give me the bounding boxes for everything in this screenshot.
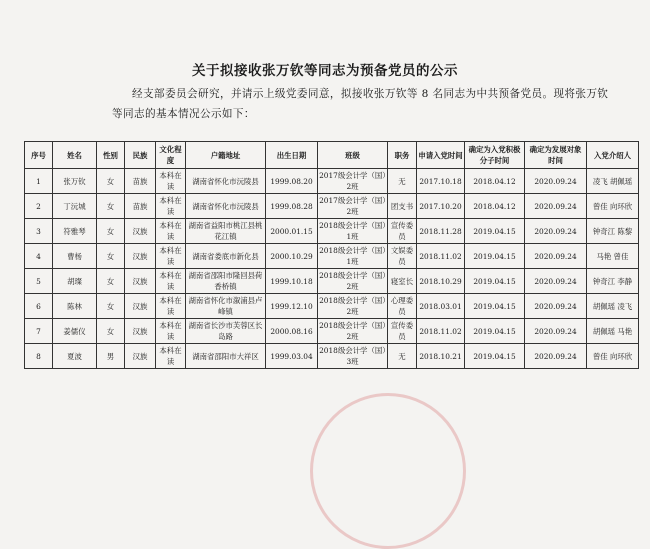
- table-cell: 湖南省娄底市新化县: [186, 244, 266, 269]
- table-cell: 汉族: [125, 344, 156, 369]
- table-cell: 2018.10.21: [417, 344, 465, 369]
- table-row: [25, 219, 639, 244]
- table-cell: 1999.10.18: [266, 269, 318, 294]
- column-header: 申请入党时间: [417, 142, 465, 169]
- table-cell: 汉族: [125, 319, 156, 344]
- table-cell: 凌飞 胡佩瑶: [587, 169, 639, 194]
- table-cell: 团支书: [388, 194, 417, 219]
- column-header: 班级: [318, 142, 388, 169]
- table-cell: 4: [25, 244, 53, 269]
- table-cell: 2018.11.28: [417, 219, 465, 244]
- official-seal: [310, 393, 466, 549]
- table-cell: 2017.10.18: [417, 169, 465, 194]
- table-cell: 2018.03.01: [417, 294, 465, 319]
- table-cell: 2017.10.20: [417, 194, 465, 219]
- table-cell: 心理委员: [388, 294, 417, 319]
- column-header: 性别: [97, 142, 125, 169]
- table-cell: 2: [25, 194, 53, 219]
- table-cell: 汉族: [125, 269, 156, 294]
- table-cell: 文娱委员: [388, 244, 417, 269]
- table-cell: 符雅琴: [53, 219, 97, 244]
- table-cell: 2020.09.24: [525, 319, 587, 344]
- table-cell: 夏波: [53, 344, 97, 369]
- table-cell: 钟奇江 李静: [587, 269, 639, 294]
- table-cell: 1999.08.28: [266, 194, 318, 219]
- table-cell: 女: [97, 219, 125, 244]
- table-cell: 2018级会计学（国）3班: [318, 344, 388, 369]
- table-cell: 2018.11.02: [417, 319, 465, 344]
- table-cell: 湖南省怀化市溆浦县卢峰镇: [186, 294, 266, 319]
- table-row: [25, 169, 639, 194]
- table-row: [25, 294, 639, 319]
- column-header: 职务: [388, 142, 417, 169]
- table-cell: 2019.04.15: [465, 219, 525, 244]
- column-header: 入党介绍人: [587, 142, 639, 169]
- table-cell: 湖南省益阳市桃江县桃花江镇: [186, 219, 266, 244]
- table-cell: 1999.08.20: [266, 169, 318, 194]
- table-cell: 2020.09.24: [525, 219, 587, 244]
- table-cell: 无: [388, 344, 417, 369]
- table-cell: 汉族: [125, 244, 156, 269]
- table-cell: 本科在读: [156, 194, 186, 219]
- table-cell: 2018级会计学（国）2班: [318, 294, 388, 319]
- table-cell: 姜儒仪: [53, 319, 97, 344]
- table-cell: 3: [25, 219, 53, 244]
- table-cell: 胡佩瑶 马艳: [587, 319, 639, 344]
- column-header: 姓名: [53, 142, 97, 169]
- table-cell: 湖南省怀化市沅陵县: [186, 169, 266, 194]
- table-cell: 2017级会计学（国）2班: [318, 194, 388, 219]
- table-cell: 2020.09.24: [525, 244, 587, 269]
- table-cell: 男: [97, 344, 125, 369]
- table-cell: 2018.04.12: [465, 169, 525, 194]
- table-cell: 2018级会计学（国）2班: [318, 269, 388, 294]
- table-cell: 马艳 曾佳: [587, 244, 639, 269]
- column-header: 确定为入党积极分子时间: [465, 142, 525, 169]
- table-cell: 6: [25, 294, 53, 319]
- table-cell: 陈林: [53, 294, 97, 319]
- table-cell: 2019.04.15: [465, 294, 525, 319]
- table-cell: 女: [97, 294, 125, 319]
- table-cell: 钟奇江 陈黎: [587, 219, 639, 244]
- column-header: 确定为发展对象时间: [525, 142, 587, 169]
- column-header: 民族: [125, 142, 156, 169]
- table-cell: 女: [97, 319, 125, 344]
- table-header-row: [25, 142, 639, 169]
- column-header: 文化程度: [156, 142, 186, 169]
- column-header: 户籍地址: [186, 142, 266, 169]
- column-header: 出生日期: [266, 142, 318, 169]
- table-cell: 2020.09.24: [525, 269, 587, 294]
- table-cell: 本科在读: [156, 269, 186, 294]
- table-cell: 曾佳 向环欣: [587, 344, 639, 369]
- table-cell: 2000.01.15: [266, 219, 318, 244]
- intro-paragraph: 经支部委员会研究，并请示上级党委同意，拟接收张万钦等 8 名同志为中共预备党员。现将张万钦等同志的基本情况公示如下：: [112, 88, 609, 120]
- table-cell: 5: [25, 269, 53, 294]
- table-cell: 2020.09.24: [525, 294, 587, 319]
- table-cell: 女: [97, 194, 125, 219]
- table-row: [25, 244, 639, 269]
- table-cell: 苗族: [125, 169, 156, 194]
- table-row: [25, 269, 639, 294]
- table-cell: 1: [25, 169, 53, 194]
- table-cell: 丁沅城: [53, 194, 97, 219]
- table-row: [25, 319, 639, 344]
- table-cell: 2019.04.15: [465, 244, 525, 269]
- table-cell: 宣传委员: [388, 319, 417, 344]
- table-cell: 2018.10.29: [417, 269, 465, 294]
- table-cell: 2018级会计学（国）2班: [318, 319, 388, 344]
- table-row: [25, 344, 639, 369]
- table-cell: 2018.04.12: [465, 194, 525, 219]
- table-cell: 本科在读: [156, 294, 186, 319]
- table-cell: 2020.09.24: [525, 194, 587, 219]
- table-cell: 2019.04.15: [465, 319, 525, 344]
- table-cell: 7: [25, 319, 53, 344]
- table-cell: 曾佳 向环欣: [587, 194, 639, 219]
- table-cell: 汉族: [125, 219, 156, 244]
- table-cell: 张万钦: [53, 169, 97, 194]
- table-row: [25, 194, 639, 219]
- table-cell: 女: [97, 169, 125, 194]
- page-title: 关于拟接收张万钦等同志为预备党员的公示: [192, 63, 458, 79]
- table-cell: 湖南省长沙市芙蓉区长岛路: [186, 319, 266, 344]
- table-cell: 寝室长: [388, 269, 417, 294]
- table-cell: 汉族: [125, 294, 156, 319]
- table-cell: 宣传委员: [388, 219, 417, 244]
- table-cell: 湖南省邵阳市大祥区: [186, 344, 266, 369]
- table-cell: 本科在读: [156, 219, 186, 244]
- column-header: 序号: [25, 142, 53, 169]
- table-cell: 本科在读: [156, 344, 186, 369]
- table-cell: 1999.12.10: [266, 294, 318, 319]
- table-cell: 2020.09.24: [525, 344, 587, 369]
- table-cell: 2000.08.16: [266, 319, 318, 344]
- table-cell: 本科在读: [156, 319, 186, 344]
- table-cell: 2020.09.24: [525, 169, 587, 194]
- table-cell: 2018级会计学（国）1班: [318, 219, 388, 244]
- table-cell: 无: [388, 169, 417, 194]
- table-cell: 曹杨: [53, 244, 97, 269]
- table-cell: 苗族: [125, 194, 156, 219]
- table-cell: 胡佩瑶 凌飞: [587, 294, 639, 319]
- table-cell: 湖南省怀化市沅陵县: [186, 194, 266, 219]
- table-cell: 8: [25, 344, 53, 369]
- table-cell: 本科在读: [156, 169, 186, 194]
- table-cell: 2018级会计学（国）1班: [318, 244, 388, 269]
- table-cell: 湖南省邵阳市隆回县荷香桥镇: [186, 269, 266, 294]
- table-cell: 女: [97, 269, 125, 294]
- table-cell: 2019.04.15: [465, 344, 525, 369]
- table-cell: 2019.04.15: [465, 269, 525, 294]
- candidate-table: [24, 141, 639, 369]
- table-cell: 胡璨: [53, 269, 97, 294]
- table-cell: 1999.03.04: [266, 344, 318, 369]
- table-cell: 本科在读: [156, 244, 186, 269]
- table-cell: 女: [97, 244, 125, 269]
- table-cell: 2000.10.29: [266, 244, 318, 269]
- table-cell: 2018.11.02: [417, 244, 465, 269]
- table-cell: 2017级会计学（国）2班: [318, 169, 388, 194]
